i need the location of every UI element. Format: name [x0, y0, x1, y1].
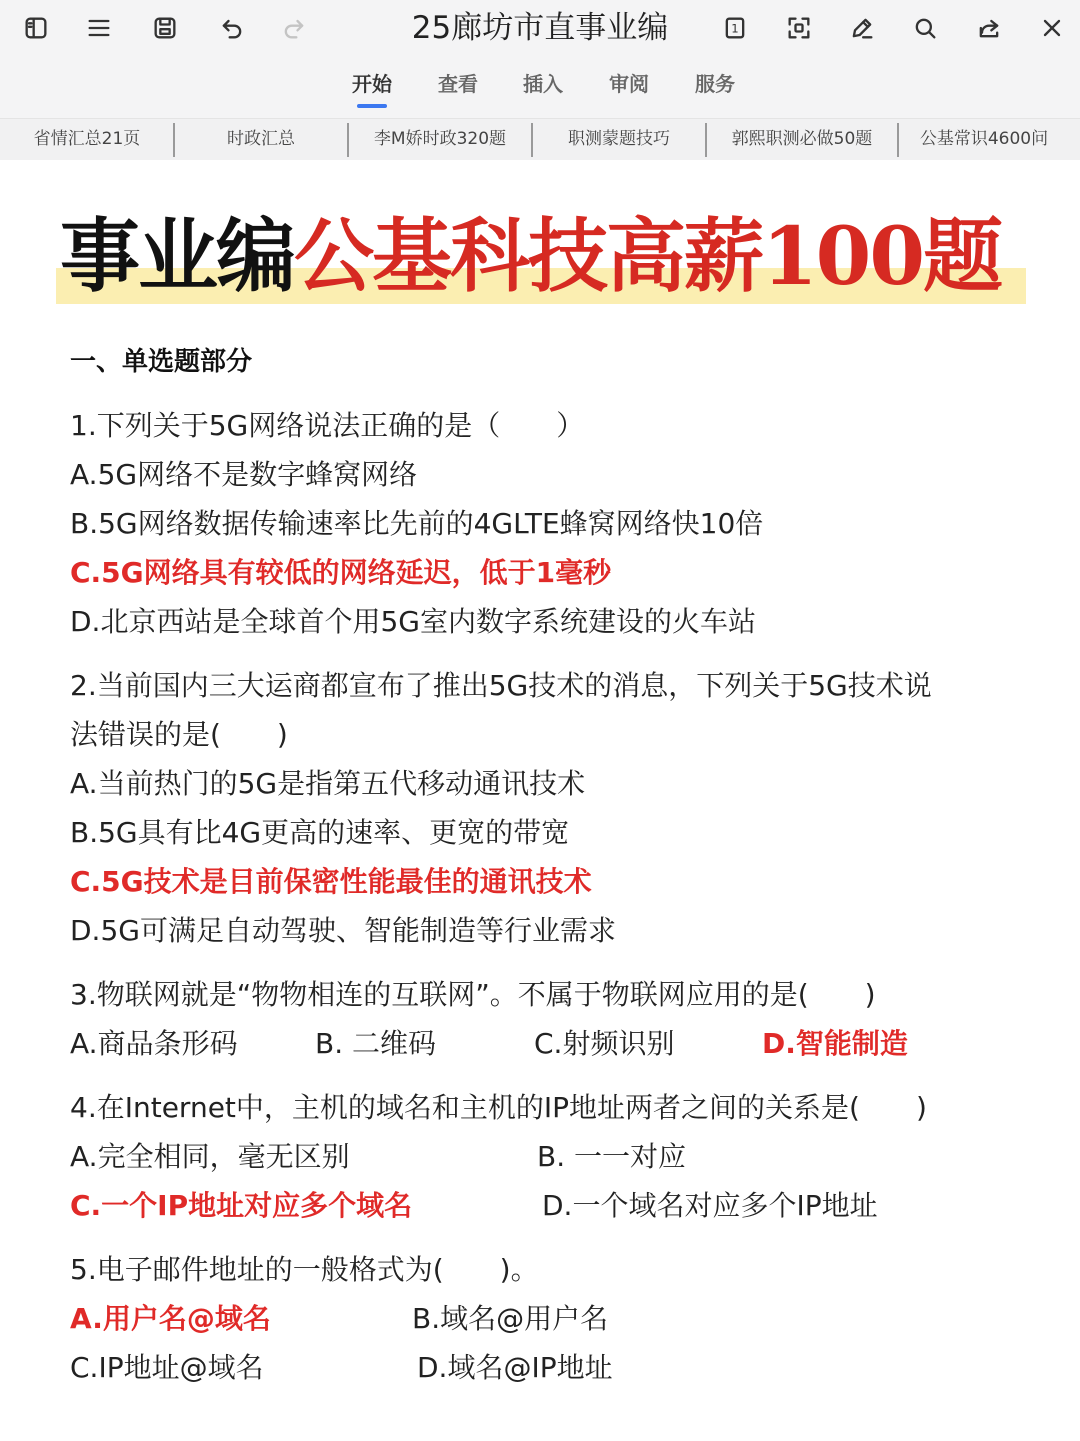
question-1-option-c-answer: C.5G网络具有较低的网络延迟，低于1毫秒	[70, 556, 612, 589]
question-1-option-d: D.北京西站是全球首个用5G室内数字系统建设的火车站	[70, 605, 756, 638]
question-5-option-d: D.域名@IP地址	[417, 1351, 613, 1384]
bookmark-item[interactable]: 职测蒙题技巧	[568, 129, 670, 149]
question-4-option-d: D.一个域名对应多个IP地址	[542, 1189, 878, 1222]
question-2-option-c-answer: C.5G技术是目前保密性能最佳的通讯技术	[70, 865, 592, 898]
question-2-option-a: A.当前热门的5G是指第五代移动通讯技术	[70, 767, 586, 800]
question-3-option-a: A.商品条形码	[70, 1027, 238, 1060]
headline-prefix: 事业编	[60, 209, 294, 303]
app-toolbar	[0, 0, 1080, 118]
document-headline	[56, 206, 1026, 306]
headline-topic: 公基科技高薪100题	[294, 209, 1001, 303]
question-3-stem: 3.物联网就是“物物相连的互联网”。不属于物联网应用的是( )	[70, 978, 876, 1011]
close-icon[interactable]	[1030, 8, 1074, 48]
question-4-options-row2	[70, 1186, 1030, 1226]
page-number-icon[interactable]	[713, 8, 757, 48]
question-4-options-row1	[70, 1137, 1030, 1177]
bookmark-bar	[0, 118, 1080, 160]
question-5-option-b: B.域名@用户名	[412, 1302, 609, 1335]
question-5-stem: 5.电子邮件地址的一般格式为( )。	[70, 1253, 539, 1286]
undo-icon[interactable]	[210, 8, 254, 48]
bookmark-item[interactable]: 公基常识4600问	[919, 129, 1049, 149]
bookmark-item[interactable]: 李M娇时政320题	[373, 129, 507, 149]
share-icon[interactable]	[967, 8, 1011, 48]
bookmark-item[interactable]: 时政汇总	[227, 129, 295, 149]
tab-service[interactable]: 服务	[695, 72, 735, 96]
edit-icon[interactable]	[840, 8, 884, 48]
question-5-option-a-answer: A.用户名@域名	[70, 1302, 271, 1335]
bookmark-item[interactable]: 省情汇总21页	[33, 129, 141, 149]
question-3-option-c: C.射频识别	[534, 1027, 675, 1060]
question-4-option-a: A.完全相同，毫无区别	[70, 1140, 350, 1173]
question-2-stem: 2.当前国内三大运商都宣布了推出5G技术的消息，下列关于5G技术说	[70, 669, 932, 702]
question-3-option-b: B. 二维码	[315, 1027, 437, 1060]
question-3-options	[70, 1024, 1030, 1064]
question-1-stem: 1.下列关于5G网络说法正确的是（ ）	[70, 409, 585, 442]
question-2-stem-cont: 法错误的是( )	[70, 718, 288, 751]
tab-review[interactable]: 审阅	[609, 72, 649, 96]
tab-view[interactable]: 查看	[438, 72, 478, 96]
tab-start[interactable]: 开始	[337, 66, 407, 106]
section-heading: 一、单选题部分	[70, 347, 253, 377]
question-2-option-d: D.5G可满足自动驾驶、智能制造等行业需求	[70, 914, 616, 947]
sidebar-icon[interactable]	[14, 8, 58, 48]
document-page	[0, 160, 1080, 1441]
ribbon-tabs	[0, 66, 1080, 106]
svg-text:1: 1	[731, 21, 739, 36]
question-1-option-b: B.5G网络数据传输速率比先前的4GLTE蜂窝网络快10倍	[70, 507, 764, 540]
question-4-option-b: B. 一一对应	[537, 1140, 687, 1173]
redo-icon[interactable]	[272, 8, 316, 48]
question-5-options-row1	[70, 1299, 1030, 1339]
question-4-option-c-answer: C.一个IP地址对应多个域名	[70, 1189, 413, 1222]
document-title: 25廊坊市直事业编	[411, 10, 669, 46]
tab-insert[interactable]: 插入	[523, 72, 563, 96]
search-icon[interactable]	[903, 8, 947, 48]
save-icon[interactable]	[143, 8, 187, 48]
question-2-option-b: B.5G具有比4G更高的速率、更宽的带宽	[70, 816, 570, 849]
fullscreen-icon[interactable]	[777, 8, 821, 48]
menu-icon[interactable]	[77, 8, 121, 48]
bookmark-item[interactable]: 郭熙职测必做50题	[731, 129, 873, 149]
question-4-stem: 4.在Internet中，主机的域名和主机的IP地址两者之间的关系是( )	[70, 1091, 927, 1124]
question-5-option-c: C.IP地址@域名	[70, 1351, 264, 1384]
question-5-options-row2	[70, 1348, 1030, 1388]
question-3-option-d-answer: D.智能制造	[762, 1027, 908, 1060]
question-1-option-a: A.5G网络不是数字蜂窝网络	[70, 458, 418, 491]
